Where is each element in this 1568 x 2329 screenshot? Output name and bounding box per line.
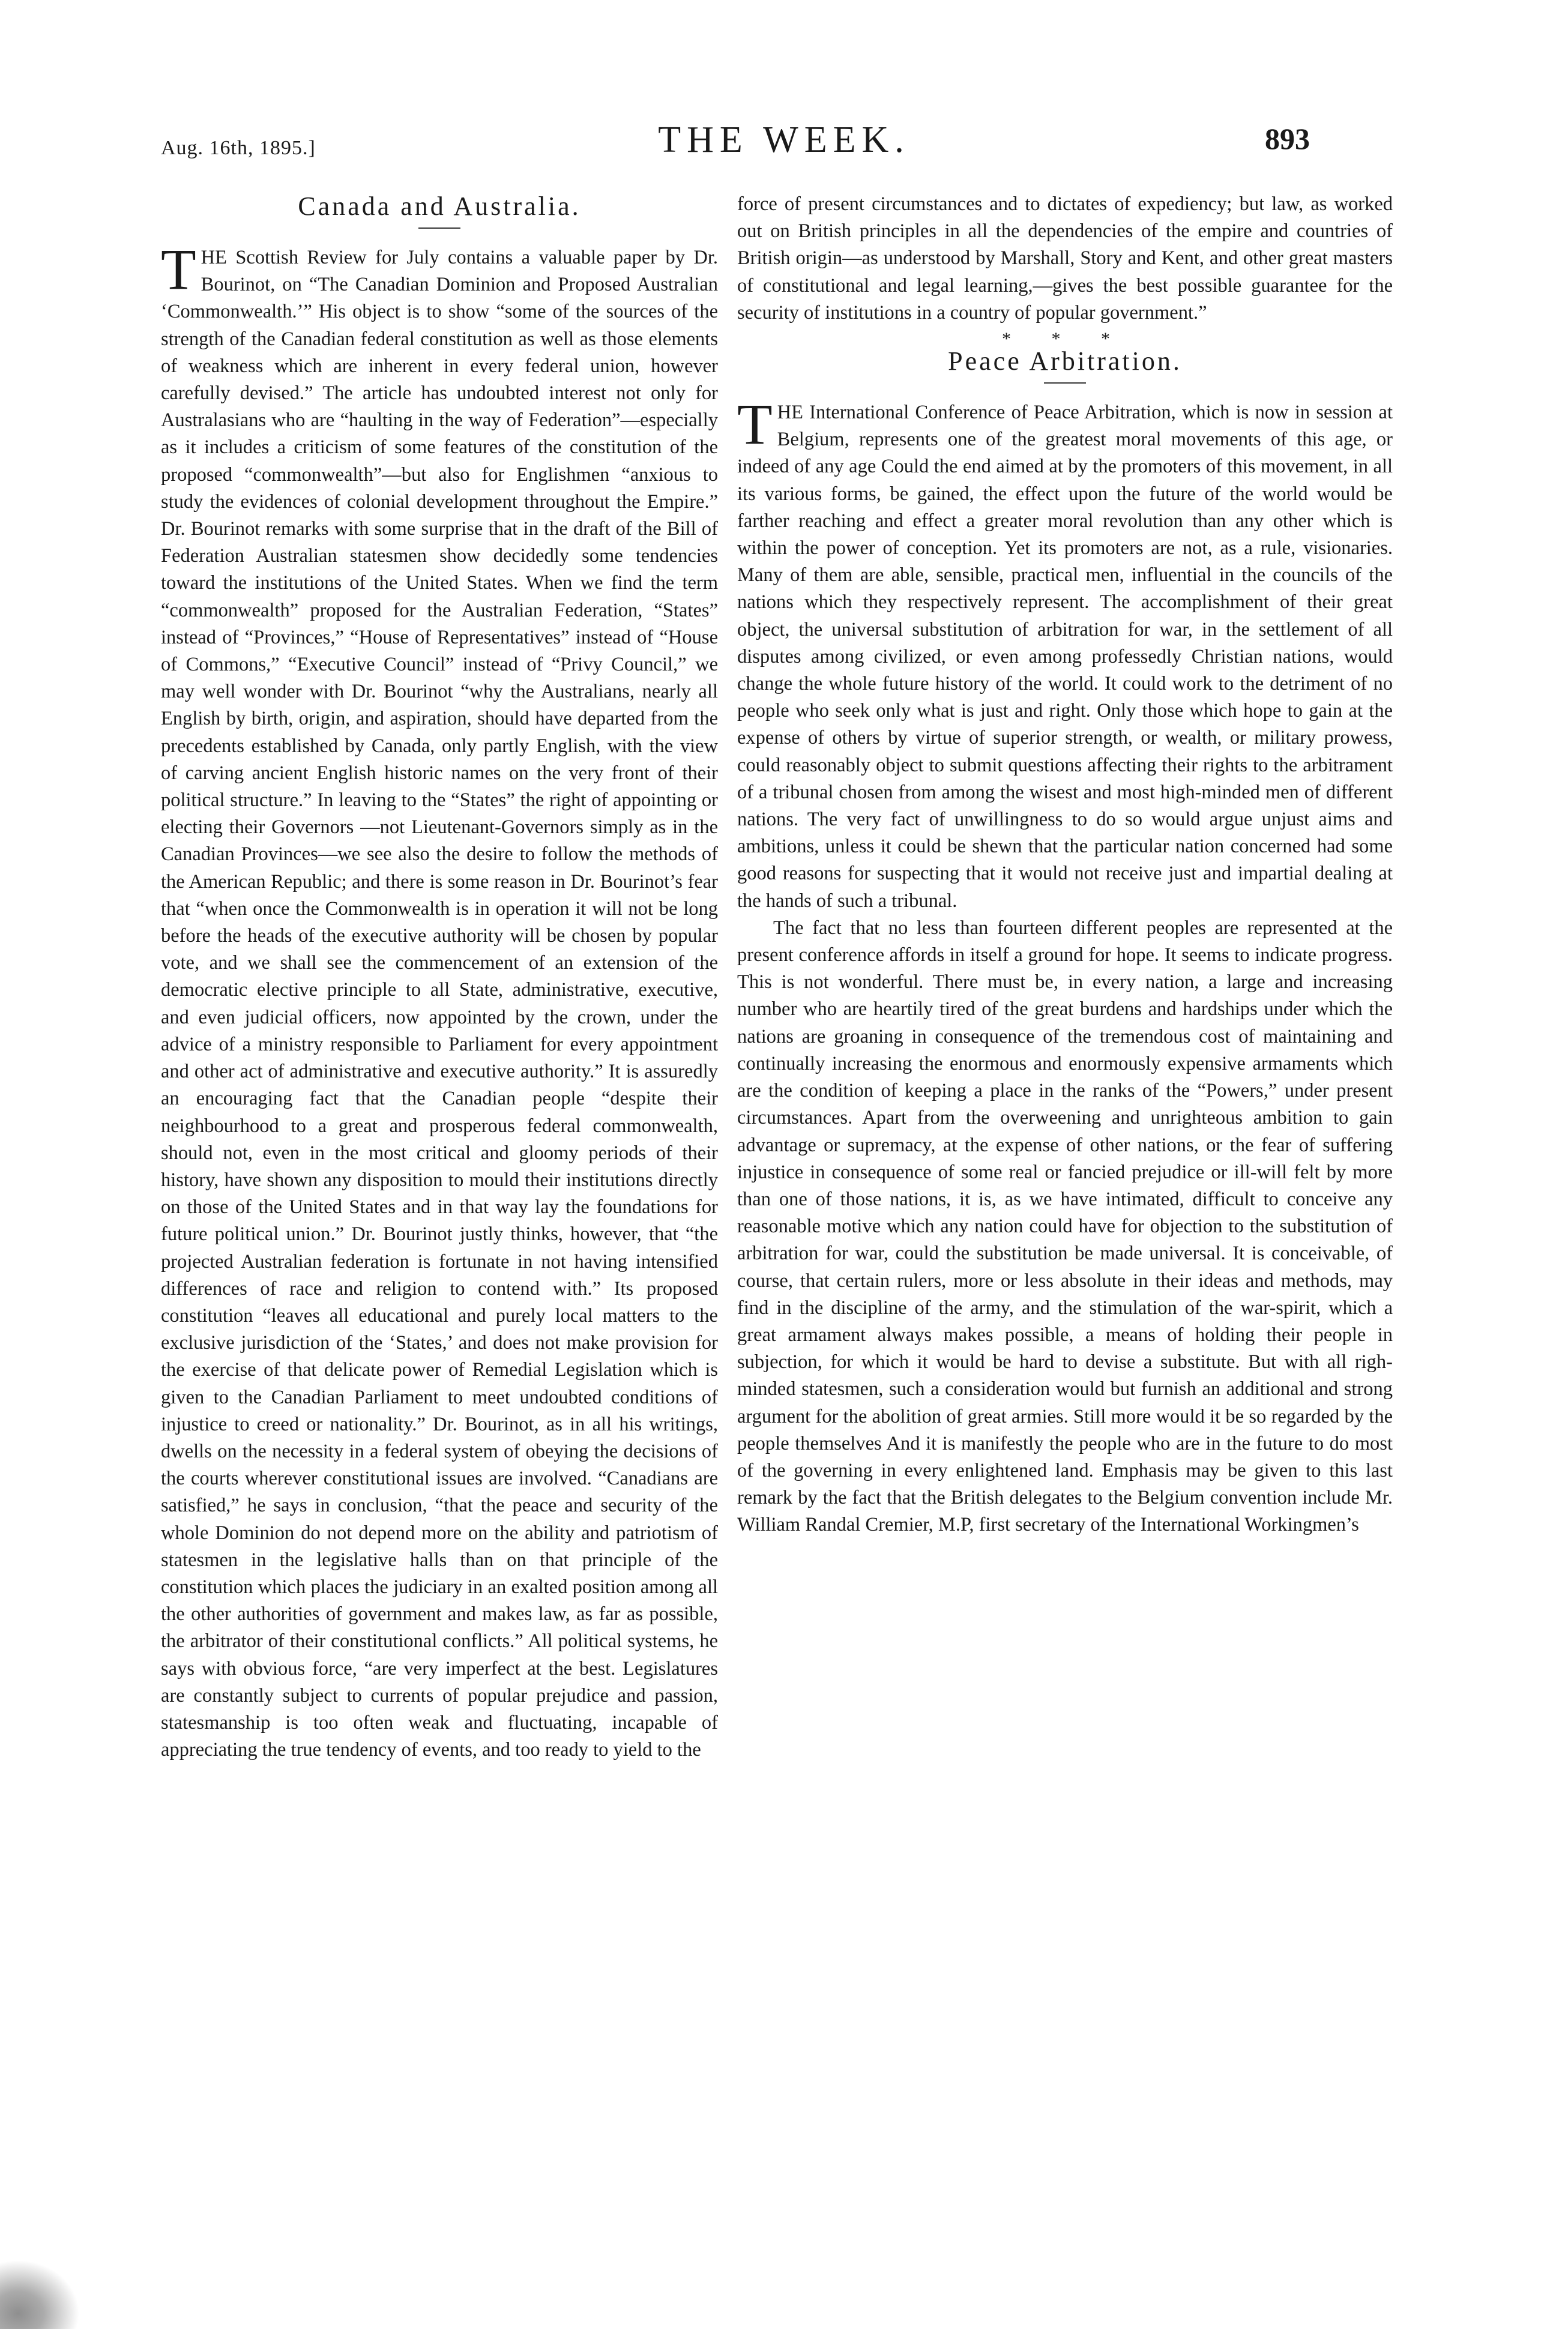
article-continuation: force of present circumstances and to dictates of expediency; but law, as worked out on British principles in all the dependencies of the empire and countries of British origin—as understood by Marshall, Story and Kent, and other great masters of constitutional and legal learning,—gives the best possible guarantee for the security of institutions in a country of popular government.” — [737, 193, 1393, 324]
paragraph: HE Scottish Review for July contains a valuable paper by Dr. Bourinot, on “The Canadian Dominion and Proposed Australian ‘Commonwealth.’” His object is to show “some of the sources of the strength of the Canadian federal constitution as well as those elements of weakness which are inherent in every federal union, however carefully devised.” The article has undoubted interest not only for Australasians who are “haulting in the way of Federation”—especially as it includes a criticism of some features of the constitution of the proposed “commonwealth”—but also for Englishmen “anxious to study the evidences of colonial development throughout the Empire.” Dr. Bourinot remarks with some surprise that in the draft of the Bill of Federation Australian statesmen show decidedly some tendencies toward the institutions of the United States. When we find the term “commonwealth” proposed for the Australian Federation, “States” instead of “Provinces,” “House of Representatives” instead of “House of Commons,” “Executive Council” instead of “Privy Council,” we may well wonder with Dr. Bourinot “why the Australians, nearly all English by birth, origin, and aspiration, should have departed from the precedents established by Canada, only partly English, with the view of carving ancient English historic names on the very front of their political structure.” In leaving to the “States” the right of appointing or electing their Governors —not Lieutenant-Governors simply as in the Canadian Provinces—we see also the desire to follow the methods of the American Republic; and there is some reason in Dr. Bourinot’s fear that “when once the Commonwealth is in operation it will not be long before the heads of the executive authority will be chosen by popular vote, and we shall see the commencement of an extension of the democratic elective principle to all State, administrative, executive, and even judicial officers, now appointed by the crown, under the advice of a ministry responsible to Parliament for every appointment and other act of administrative and executive authority.” It is assuredly an encouraging fact that the Canadian people “despite their neighbourhood to a great and prosperous federal commonwealth, should not, even in the most critical and gloomy periods of their history, have shown any disposition to mould their institutions directly on those of the United States and in that way lay the foundations for future political union.” Dr. Bourinot justly thinks, however, that “the projected Australian federation is fortunate in not having intensified differences of race and religion to contend with.” Its proposed constitution “leaves all educational and purely local matters to the exclusive jurisdiction of the ‘States,’ and does not make provision for the exercise of that delicate power of Remedial Legislation which is given to the Canadian Parliament to meet undoubted conditions of injustice to creed or nationality.” Dr. Bourinot, as in all his writings, dwells on the necessity in a federal system of obeying the decisions of the courts wherever constitutional issues are involved. “Canadians are satisfied,” he says in conclusion, “that the peace and security of the whole Dominion do not depend more on the ability and patriotism of statesmen in the legislative halls than on that principle of the constitution which places the judiciary in an exalted position among all the other authorities of government and makes law, as far as possible, the arbitrator of their constitutional conflicts.” All political systems, he says with obvious force, “are very imperfect at the best. Legislatures are constantly subject to currents of popular prejudice and passion, statesmanship is too often weak and fluctuating, incapable of appreciating the true tendency of events, and too ready to yield to the — [161, 247, 718, 1761]
issue-date: Aug. 16th, 1895.] — [161, 137, 316, 159]
article-body-canada-australia — [161, 237, 718, 1764]
article-title-peace-arbitration: Peace Arbitration. — [948, 346, 1182, 376]
section-separator: * * * — [1002, 329, 1128, 349]
title-rule — [1044, 382, 1086, 384]
dropcap: T — [737, 392, 773, 457]
dropcap: T — [161, 237, 196, 301]
scan-smudge — [0, 2251, 90, 2329]
article-title-canada-australia: Canada and Australia. — [298, 191, 581, 221]
right-column — [737, 191, 1393, 1539]
left-column — [161, 191, 718, 1764]
title-rule — [418, 227, 460, 229]
paragraph: The fact that no less than fourteen different peoples are represented at the present conference affords in itself a ground for hope. It seems to indicate progress. This is not wonderful. There must be, in every nation, a large and increasing number who are heartily tired of the great burdens and hardships under which the nations are groaning in consequence of the tremendous cost of maintaining and continually increasing the enormous and enormously expensive armaments which are the condition of keeping a place in the ranks of the “Powers,” under present circumstances. Apart from the overweening and unrighteous ambition to gain advantage or supremacy, at the expense of other nations, or the fear of suffering injustice in consequence of some real or fancied prejudice or ill-will felt by more than one of those nations, it is, as we have intimated, difficult to conceive any reasonable motive which any nation could have for objection to the substitution of arbitration for war, could the substitution be made universal. It is conceivable, of course, that certain rulers, more or less absolute in their ideas and methods, may find in the discipline of the army, and the stimulation of the war-spirit, which a great armament always makes possible, a means of holding their people in subjection, for which it would be hard to devise a substitute. But with all righ-minded statesmen, such a consideration would but furnish an additional and strong argument for the abolition of great armies. Still more would it be so regarded by the people themselves And it is manifestly the people who are in the future to do most of the governing in every enlightened land. Emphasis may be given to this last remark by the fact that the British delegates to the Belgium convention include Mr. William Randal Cremier, M.P, first secretary of the International Workingmen’s — [737, 917, 1393, 1536]
publication-title: THE WEEK. — [658, 119, 910, 160]
page-number: 893 — [1265, 122, 1310, 155]
page-header — [0, 114, 1568, 180]
article-body-peace-arbitration — [737, 392, 1393, 915]
paragraph: HE International Conference of Peace Arbitration, which is now in session at Belgium, represents one of the greatest moral movements of this age, or indeed of any age Could the end aimed at by the promoters of this movement, in all its various forms, be gained, the effect upon the future of the world would be farther reaching and effect a greater moral revolution than any other which is within the power of conception. Yet its promoters are not, as a rule, visionaries. Many of them are able, sensible, practical men, influential in the councils of the nations which they respectively represent. The accomplishment of their great object, the universal substitution of arbitration for war, in the settlement of all disputes among civilized, or even among professedly Christian nations, would change the whole future history of the world. It could work to the detriment of no people who seek only what is just and right. Only those which hope to gain at the expense of others by virtue of superior strength, or wealth, or military prowess, could reasonably object to submit questions affecting their rights to the arbitrament of a tribunal chosen from among the wisest and most high-minded men of different nations. The very fact of unwillingness to do so would argue unjust aims and ambitions, unless it could be shewn that the particular nation concerned had some good reasons for suspecting that it would not receive just and impartial dealing at the hands of such a tribunal. — [737, 402, 1393, 912]
